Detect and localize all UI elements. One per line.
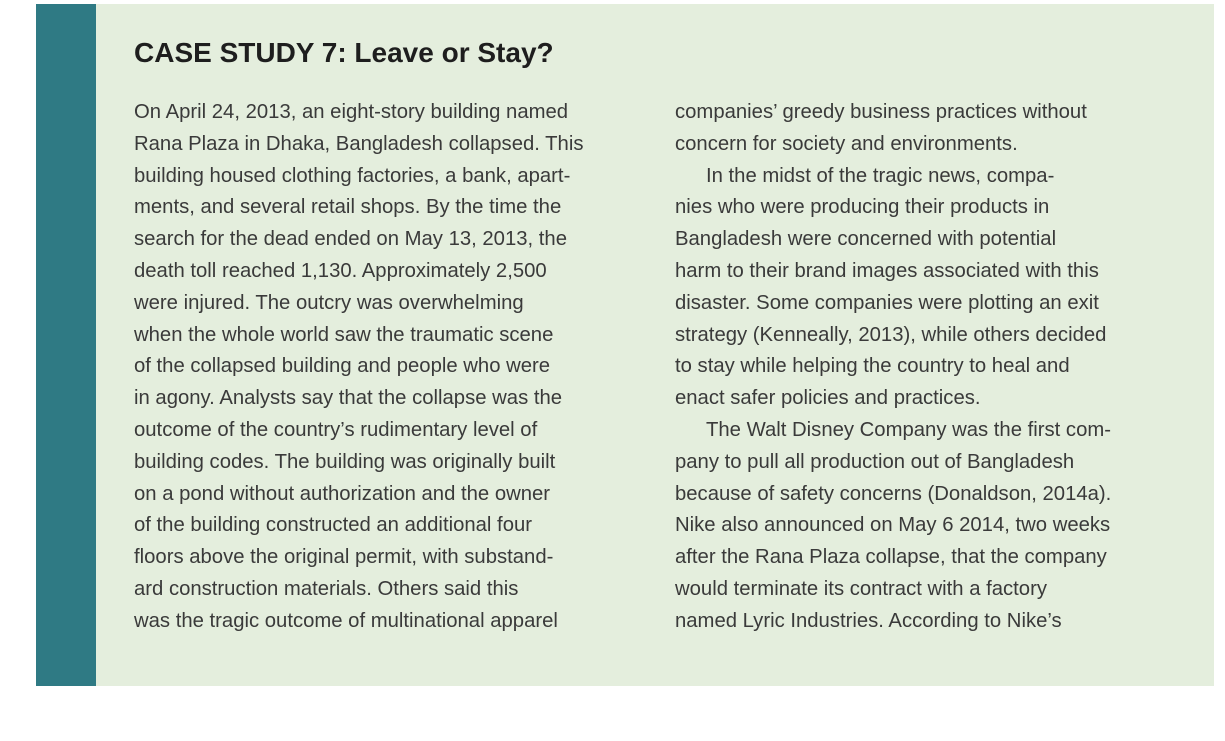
text-line: companies’ greedy business practices without bbox=[675, 101, 1087, 123]
text-line: ments, and several retail shops. By the time the bbox=[134, 196, 562, 219]
right-text-column bbox=[675, 97, 1195, 638]
text-line: building housed clothing factories, a bank, apart- bbox=[134, 164, 571, 187]
text-line: floors above the original permit, with substand- bbox=[134, 546, 554, 569]
text-line: after the Rana Plaza collapse, that the company bbox=[675, 546, 1107, 569]
text-line: because of safety concerns (Donaldson, 2014a). bbox=[675, 482, 1112, 505]
accent-side-bar bbox=[36, 4, 96, 686]
text-line: death toll reached 1,130. Approximately 2,500 bbox=[134, 259, 547, 282]
text-line: when the whole world saw the traumatic scene bbox=[134, 323, 554, 346]
text-line: on a pond without authorization and the owner bbox=[134, 482, 551, 505]
text-line: strategy (Kenneally, 2013), while others decided bbox=[675, 323, 1107, 346]
case-study-panel bbox=[36, 4, 1214, 686]
text-line: pany to pull all production out of Bangladesh bbox=[675, 450, 1075, 473]
text-line: Nike also announced on May 6 2014, two weeks bbox=[675, 514, 1111, 537]
case-study-title: CASE STUDY 7: Leave or Stay? bbox=[134, 37, 554, 68]
text-line: of the collapsed building and people who were bbox=[134, 355, 551, 378]
text-line: in agony. Analysts say that the collapse was the bbox=[134, 387, 563, 410]
text-line: On April 24, 2013, an eight-story building named bbox=[134, 101, 569, 123]
text-line: was the tragic outcome of multinational apparel bbox=[134, 609, 558, 632]
text-line: outcome of the country’s rudimentary level of bbox=[134, 418, 538, 441]
text-line: would terminate its contract with a factory bbox=[675, 577, 1047, 600]
text-line: Rana Plaza in Dhaka, Bangladesh collapsed. This bbox=[134, 132, 584, 155]
left-text-column bbox=[134, 97, 644, 638]
text-line: enact safer policies and practices. bbox=[675, 387, 981, 410]
text-line: were injured. The outcry was overwhelming bbox=[134, 291, 524, 314]
text-line: concern for society and environments. bbox=[675, 132, 1018, 155]
paragraph-start-line: The Walt Disney Company was the first com- bbox=[706, 418, 1111, 441]
text-line: disaster. Some companies were plotting an exit bbox=[675, 291, 1099, 314]
text-line: building codes. The building was originally built bbox=[134, 450, 556, 473]
text-line: of the building constructed an additional four bbox=[134, 514, 533, 537]
text-line: search for the dead ended on May 13, 2013, the bbox=[134, 228, 567, 251]
text-line: harm to their brand images associated with this bbox=[675, 259, 1099, 282]
text-line: to stay while helping the country to heal and bbox=[675, 355, 1070, 378]
text-line: nies who were producing their products in bbox=[675, 196, 1050, 219]
text-line: ard construction materials. Others said this bbox=[134, 577, 519, 600]
text-line: named Lyric Industries. According to Nike’s bbox=[675, 609, 1062, 632]
paragraph-start-line: In the midst of the tragic news, compa- bbox=[706, 164, 1055, 187]
text-line: Bangladesh were concerned with potential bbox=[675, 228, 1057, 251]
